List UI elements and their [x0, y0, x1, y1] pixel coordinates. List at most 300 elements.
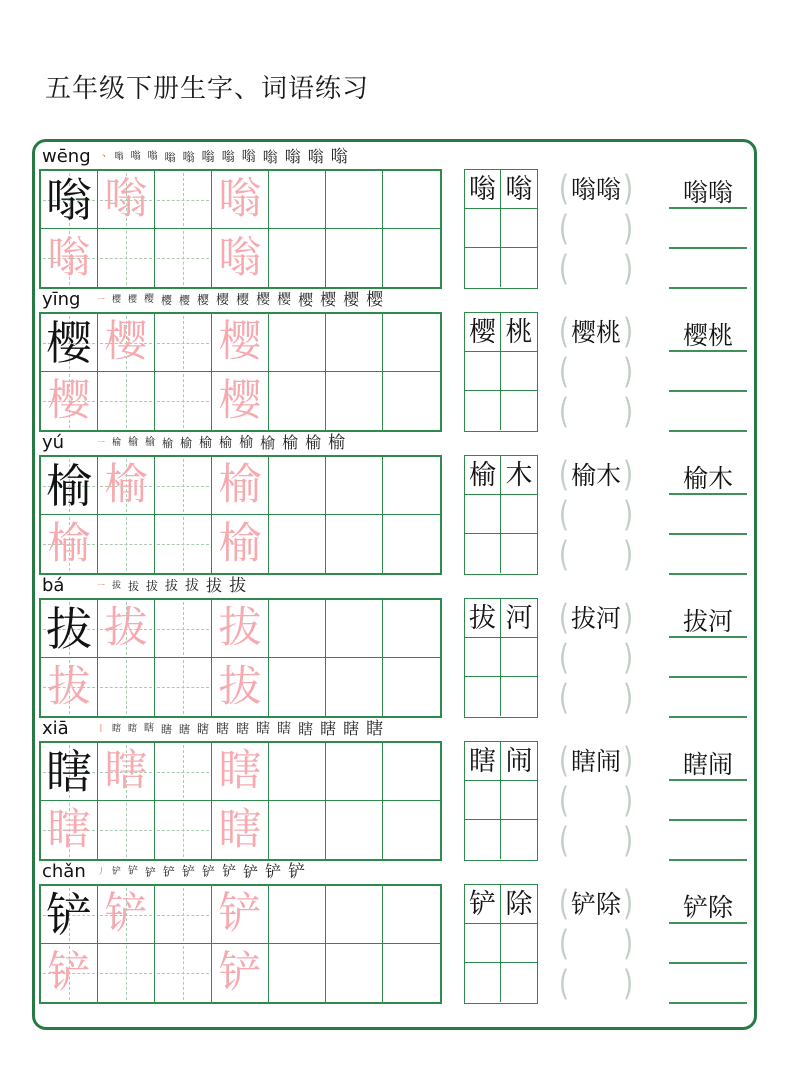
paren-content: 瞎闹 — [570, 746, 621, 776]
word-grid-cell — [465, 638, 501, 677]
practice-cell — [155, 658, 212, 716]
close-paren: ) — [623, 534, 634, 576]
copy-line — [669, 285, 747, 289]
practice-cell — [212, 171, 269, 229]
open-paren: ( — [558, 883, 569, 925]
practice-cell — [212, 600, 269, 658]
practice-cell — [383, 801, 440, 859]
practice-cell — [212, 314, 269, 372]
trace-character: 铲 — [218, 947, 262, 998]
copy-line-row — [669, 249, 747, 289]
stroke-order-sequence — [97, 575, 246, 597]
practice-cell — [326, 229, 383, 287]
stroke-pane: 瞎 — [197, 722, 210, 736]
close-paren: ) — [623, 208, 634, 250]
practice-cell — [269, 944, 326, 1002]
guide-v-line — [183, 803, 184, 857]
practice-cell — [155, 743, 212, 801]
stroke-pane: 樱 — [128, 294, 138, 305]
paren-row — [553, 598, 639, 638]
copy-line-row — [669, 924, 747, 964]
copy-line-row — [669, 535, 747, 575]
word-grid-cell: 木 — [501, 456, 537, 495]
practice-cell — [383, 171, 440, 229]
stroke-order-sequence — [100, 146, 348, 168]
practice-cell — [269, 314, 326, 372]
copy-lines-column — [669, 598, 747, 718]
stroke-pane: 一 — [97, 295, 105, 304]
word-grid-cell — [501, 781, 537, 820]
practice-cell — [326, 600, 383, 658]
stroke-pane: 瞎 — [343, 719, 360, 738]
practice-cell — [383, 314, 440, 372]
open-paren: ( — [558, 208, 569, 250]
practice-cell — [269, 229, 326, 287]
paren-row — [553, 781, 639, 821]
trace-character: 拔 — [218, 661, 262, 712]
practice-row — [38, 574, 754, 717]
stroke-pane: 樱 — [320, 290, 337, 309]
stroke-pane: 丶 — [99, 152, 108, 161]
pinyin-label: yīng — [42, 289, 81, 310]
practice-cell — [98, 886, 155, 944]
stroke-order-sequence — [97, 289, 383, 311]
practice-cell — [41, 171, 98, 229]
row-header — [38, 860, 754, 884]
practice-cell — [155, 886, 212, 944]
word-grid-cell: 嗡 — [465, 170, 501, 209]
stroke-pane: 一 — [97, 581, 105, 590]
open-paren: ( — [558, 168, 569, 210]
stroke-pane: 樱 — [197, 293, 210, 307]
practice-cell — [155, 944, 212, 1002]
stroke-pane: 樱 — [298, 290, 314, 309]
stroke-pane: 榆 — [305, 433, 322, 452]
open-paren: ( — [558, 311, 569, 353]
guide-v-line — [126, 803, 127, 857]
copy-line: 嗡嗡 — [669, 180, 747, 209]
word-practice-area — [464, 455, 747, 575]
character-practice-grid — [39, 455, 442, 575]
practice-cell — [41, 515, 98, 573]
stroke-pane: 瞎 — [277, 721, 292, 737]
stroke-pane: 樱 — [366, 289, 384, 310]
paren-content: 铲除 — [570, 889, 621, 919]
stroke-pane: 铲 — [265, 862, 282, 881]
close-paren: ) — [623, 883, 634, 925]
practice-cell — [155, 457, 212, 515]
model-character: 嗡 — [46, 172, 92, 227]
practice-row — [38, 145, 754, 288]
practice-cell — [41, 457, 98, 515]
word-grid-cell: 瞎 — [465, 742, 501, 781]
word-practice-grid — [464, 741, 538, 861]
copy-line-row — [669, 455, 747, 495]
word-grid-cell — [465, 781, 501, 820]
close-paren: ) — [623, 963, 634, 1005]
paren-row — [553, 352, 639, 392]
close-paren: ) — [623, 494, 634, 536]
trace-character: 樱 — [47, 375, 91, 426]
stroke-pane: 铲 — [128, 866, 139, 877]
practice-cell — [212, 515, 269, 573]
stroke-pane: 拔 — [206, 576, 223, 595]
word-practice-area — [464, 741, 747, 861]
practice-cell — [155, 801, 212, 859]
close-paren: ) — [623, 454, 634, 496]
stroke-pane: 榆 — [282, 433, 299, 452]
word-grid-cell — [465, 924, 501, 963]
open-paren: ( — [558, 820, 569, 862]
practice-cell — [269, 372, 326, 430]
model-character: 瞎 — [46, 744, 92, 799]
practice-cell — [326, 171, 383, 229]
practice-cell — [41, 229, 98, 287]
stroke-pane: 榆 — [162, 436, 174, 450]
word-practice-area — [464, 884, 747, 1004]
word-grid-cell — [465, 534, 501, 573]
stroke-pane: 榆 — [199, 435, 213, 451]
stroke-pane: 铲 — [222, 864, 237, 880]
stroke-pane: 榆 — [328, 432, 346, 453]
word-grid-cell — [501, 209, 537, 248]
paren-row — [553, 924, 639, 964]
close-paren: ) — [623, 248, 634, 290]
copy-line-row — [669, 884, 747, 924]
stroke-pane: 瞎 — [161, 722, 173, 736]
guide-v-line — [126, 517, 127, 571]
practice-cell — [383, 743, 440, 801]
practice-cell — [98, 229, 155, 287]
row-body — [38, 455, 754, 575]
paren-row — [553, 249, 639, 289]
stroke-pane: 樱 — [236, 292, 250, 308]
stroke-pane: 嗡 — [164, 150, 176, 164]
trace-character: 瞎 — [218, 746, 262, 796]
model-character: 拔 — [46, 601, 92, 656]
copy-line — [669, 571, 747, 575]
stroke-pane: 嗡 — [114, 151, 124, 162]
stroke-pane: 拔 — [165, 578, 179, 594]
model-character: 铲 — [46, 887, 92, 942]
practice-cell — [326, 944, 383, 1002]
word-grid-cell: 樱 — [465, 313, 501, 352]
word-grid-cell — [465, 209, 501, 248]
practice-cell — [269, 743, 326, 801]
practice-cell — [98, 515, 155, 573]
character-practice-grid — [39, 169, 442, 289]
practice-row — [38, 717, 754, 860]
guide-v-line — [183, 888, 184, 941]
stroke-pane: 樱 — [277, 292, 292, 308]
paren-row — [553, 535, 639, 575]
close-paren: ) — [623, 168, 634, 210]
close-paren: ) — [623, 923, 634, 965]
paren-row — [553, 312, 639, 352]
copy-line-row — [669, 741, 747, 781]
practice-cell — [269, 515, 326, 573]
stroke-pane: 丨 — [97, 724, 105, 733]
trace-character: 榆 — [218, 518, 262, 569]
stroke-pane: 瞎 — [236, 721, 250, 737]
guide-v-line — [183, 231, 184, 285]
open-paren: ( — [558, 637, 569, 679]
row-header — [38, 717, 754, 741]
word-grid-cell — [465, 820, 501, 859]
practice-cell — [326, 515, 383, 573]
open-paren: ( — [558, 963, 569, 1005]
practice-cell — [98, 944, 155, 1002]
paren-row — [553, 392, 639, 432]
stroke-order-sequence — [97, 718, 383, 740]
open-paren: ( — [558, 494, 569, 536]
stroke-pane: 瞎 — [112, 723, 122, 734]
stroke-pane: 瞎 — [128, 723, 138, 734]
practice-cell — [41, 600, 98, 658]
practice-cell — [212, 658, 269, 716]
practice-cell — [212, 743, 269, 801]
paren-content: 嗡嗡 — [570, 174, 621, 204]
copy-lines-column — [669, 169, 747, 289]
open-paren: ( — [558, 534, 569, 576]
word-practice-grid — [464, 312, 538, 432]
stroke-pane: 嗡 — [221, 149, 235, 165]
stroke-pane: 拔 — [128, 579, 140, 593]
word-practice-grid — [464, 884, 538, 1004]
stroke-pane: 樱 — [112, 294, 122, 305]
practice-cell — [212, 801, 269, 859]
pinyin-parentheses-column — [553, 455, 639, 575]
stroke-pane: 嗡 — [284, 147, 301, 166]
practice-cell — [383, 515, 440, 573]
trace-character: 榆 — [47, 518, 91, 569]
stroke-pane: 嗡 — [241, 149, 256, 165]
pinyin-label: xiā — [42, 718, 69, 739]
open-paren: ( — [558, 740, 569, 782]
practice-cell — [269, 600, 326, 658]
guide-v-line — [183, 316, 184, 369]
close-paren: ) — [623, 597, 634, 639]
pinyin-parentheses-column — [553, 741, 639, 861]
word-grid-cell — [501, 391, 537, 430]
guide-v-line — [183, 745, 184, 798]
guide-v-line — [183, 517, 184, 571]
practice-cell — [155, 171, 212, 229]
practice-cell — [383, 600, 440, 658]
trace-character: 拔 — [104, 603, 148, 653]
stroke-pane: 榆 — [180, 436, 193, 450]
paren-row — [553, 964, 639, 1004]
stroke-pane: 瞎 — [256, 721, 271, 737]
row-header — [38, 288, 754, 312]
practice-cell — [155, 600, 212, 658]
stroke-pane: 拔 — [112, 580, 122, 591]
stroke-pane: 拔 — [229, 575, 247, 596]
practice-cell — [155, 229, 212, 287]
paren-content: 樱桃 — [570, 317, 621, 347]
practice-cell — [41, 743, 98, 801]
row-header — [38, 431, 754, 455]
word-grid-cell — [501, 820, 537, 859]
practice-cell — [326, 743, 383, 801]
pinyin-parentheses-column — [553, 884, 639, 1004]
word-grid-cell — [501, 638, 537, 677]
stroke-pane: 嗡 — [130, 151, 141, 162]
word-practice-grid — [464, 169, 538, 289]
stroke-pane: 丿 — [97, 867, 105, 876]
copy-line-row — [669, 964, 747, 1004]
guide-v-line — [183, 946, 184, 1000]
pinyin-label: chǎn — [42, 861, 86, 882]
paren-row — [553, 821, 639, 861]
open-paren: ( — [558, 780, 569, 822]
row-body — [38, 169, 754, 289]
row-header — [38, 145, 754, 169]
copy-line — [669, 714, 747, 718]
copy-line-row — [669, 352, 747, 392]
stroke-pane: 樱 — [343, 290, 360, 309]
copy-line-row — [669, 678, 747, 718]
trace-character: 瞎 — [47, 804, 91, 855]
word-grid-cell — [465, 677, 501, 716]
trace-character: 榆 — [218, 460, 262, 510]
open-paren: ( — [558, 923, 569, 965]
paren-row — [553, 209, 639, 249]
character-practice-grid — [39, 884, 442, 1004]
model-character: 樱 — [46, 315, 92, 370]
character-practice-grid — [39, 312, 442, 432]
practice-cell — [326, 372, 383, 430]
trace-character: 拔 — [218, 603, 262, 653]
word-practice-area — [464, 169, 747, 289]
character-practice-grid — [39, 598, 442, 718]
close-paren: ) — [623, 351, 634, 393]
word-grid-cell — [501, 963, 537, 1002]
practice-cell — [269, 658, 326, 716]
copy-line: 榆木 — [669, 466, 747, 495]
row-body — [38, 312, 754, 432]
open-paren: ( — [558, 454, 569, 496]
open-paren: ( — [558, 351, 569, 393]
stroke-pane: 榆 — [219, 435, 233, 451]
stroke-pane: 樱 — [256, 292, 271, 308]
practice-cell — [269, 886, 326, 944]
stroke-pane: 嗡 — [330, 146, 348, 167]
practice-cell — [212, 229, 269, 287]
word-practice-grid — [464, 598, 538, 718]
trace-character: 铲 — [218, 889, 262, 939]
stroke-pane: 一 — [97, 438, 105, 447]
practice-cell — [326, 457, 383, 515]
stroke-pane: 铲 — [145, 865, 157, 879]
close-paren: ) — [623, 637, 634, 679]
stroke-pane: 嗡 — [307, 147, 324, 166]
stroke-pane: 瞎 — [216, 721, 230, 737]
practice-cell — [41, 801, 98, 859]
close-paren: ) — [623, 311, 634, 353]
copy-line-row — [669, 821, 747, 861]
practice-cell — [212, 944, 269, 1002]
close-paren: ) — [623, 391, 634, 433]
guide-v-line — [183, 602, 184, 655]
stroke-pane: 铲 — [243, 862, 259, 881]
stroke-order-sequence — [97, 432, 345, 454]
pinyin-parentheses-column — [553, 598, 639, 718]
trace-character: 嗡 — [104, 174, 148, 224]
copy-lines-column — [669, 455, 747, 575]
close-paren: ) — [623, 780, 634, 822]
paren-content: 拔河 — [570, 603, 621, 633]
stroke-pane: 嗡 — [147, 151, 158, 162]
copy-line-row — [669, 312, 747, 352]
close-paren: ) — [623, 740, 634, 782]
copy-line-row — [669, 495, 747, 535]
practice-cell — [98, 457, 155, 515]
word-grid-cell: 河 — [501, 599, 537, 638]
practice-cell — [383, 886, 440, 944]
practice-cell — [326, 886, 383, 944]
pinyin-label: wēng — [42, 146, 91, 167]
word-grid-cell — [501, 352, 537, 391]
copy-line-row — [669, 209, 747, 249]
copy-lines-column — [669, 312, 747, 432]
stroke-pane: 嗡 — [262, 147, 278, 166]
practice-row — [38, 860, 754, 1003]
trace-character: 樱 — [218, 317, 262, 367]
stroke-pane: 榆 — [128, 437, 139, 448]
page-title: 五年级下册生字、词语练习 — [45, 73, 370, 103]
open-paren: ( — [558, 391, 569, 433]
stroke-pane: 榆 — [145, 437, 156, 448]
copy-line — [669, 857, 747, 861]
paren-row — [553, 638, 639, 678]
word-grid-cell — [501, 677, 537, 716]
trace-character: 樱 — [104, 317, 148, 367]
practice-cell — [155, 515, 212, 573]
paren-row — [553, 741, 639, 781]
trace-character: 榆 — [104, 460, 148, 510]
close-paren: ) — [623, 820, 634, 862]
copy-line-row — [669, 169, 747, 209]
practice-cell — [41, 944, 98, 1002]
word-grid-cell — [465, 391, 501, 430]
practice-cell — [326, 658, 383, 716]
pinyin-label: bá — [42, 575, 65, 596]
word-grid-cell: 桃 — [501, 313, 537, 352]
word-practice-grid — [464, 455, 538, 575]
stroke-pane: 瞎 — [366, 718, 384, 739]
word-grid-cell — [465, 963, 501, 1002]
guide-v-line — [183, 459, 184, 512]
practice-cell — [383, 457, 440, 515]
paren-row — [553, 455, 639, 495]
stroke-pane: 榆 — [260, 433, 276, 452]
paren-row — [553, 678, 639, 718]
stroke-order-sequence — [97, 861, 305, 883]
copy-line: 拔河 — [669, 609, 747, 638]
practice-cell — [41, 372, 98, 430]
practice-cell — [155, 372, 212, 430]
stroke-pane: 铲 — [288, 861, 306, 882]
word-grid-cell: 除 — [501, 885, 537, 924]
word-grid-cell: 闹 — [501, 742, 537, 781]
stroke-pane: 樱 — [161, 293, 173, 307]
trace-character: 瞎 — [104, 746, 148, 796]
stroke-pane: 榆 — [112, 437, 122, 448]
practice-row — [38, 431, 754, 574]
practice-row — [38, 288, 754, 431]
paren-row — [553, 884, 639, 924]
